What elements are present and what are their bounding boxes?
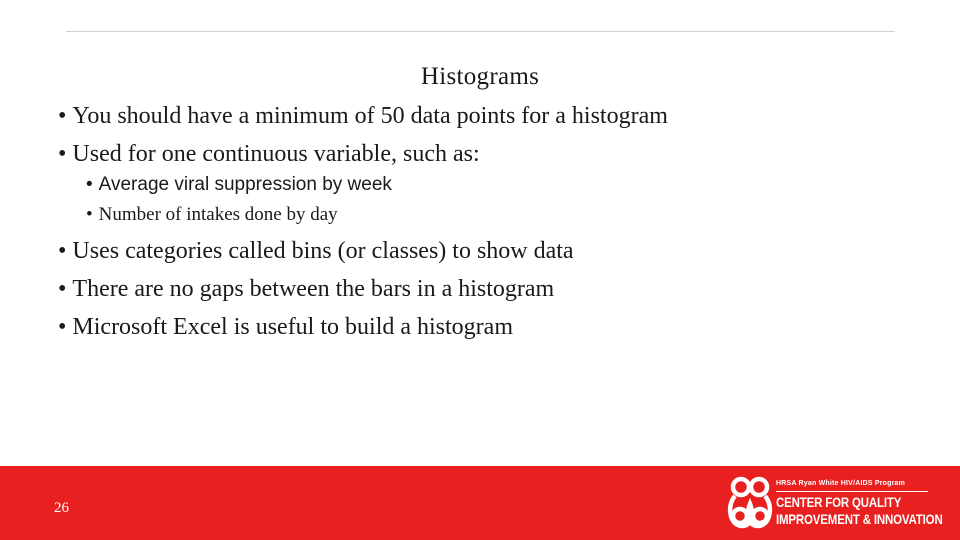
bullet-dot-icon: • — [86, 204, 93, 225]
bullet-item: • Used for one continuous variable, such as: — [58, 141, 480, 167]
bullet-item: • There are no gaps between the bars in a histogram — [58, 276, 555, 302]
slide-title: Histograms — [420, 63, 540, 90]
logo-line-2: IMPROVEMENT & INNOVATION — [776, 511, 943, 527]
bullet-item: • Uses categories called bins (or classes) to show data — [58, 238, 574, 264]
bullet-item: • You should have a minimum of 50 data points for a histogram — [58, 103, 668, 129]
bullet-dot-icon: • — [58, 314, 67, 340]
bullet-item: • Microsoft Excel is useful to build a histogram — [58, 314, 513, 340]
page-number: 26 — [54, 500, 69, 516]
bullet-dot-icon: • — [86, 174, 93, 195]
sub-bullet-item: • Average viral suppression by week — [86, 174, 392, 195]
intertwined-figures-logo-icon — [726, 474, 776, 532]
logo-program-name: HRSA Ryan White HIV/AIDS Program — [776, 480, 906, 487]
bullet-dot-icon: • — [58, 238, 67, 264]
logo-divider — [776, 491, 928, 492]
cqii-logo — [726, 474, 943, 534]
logo-line-1: CENTER FOR QUALITY — [776, 494, 902, 510]
bullet-dot-icon: • — [58, 103, 67, 129]
sub-bullet-item: • Number of intakes done by day — [86, 204, 338, 225]
bullet-dot-icon: • — [58, 141, 67, 167]
bullet-dot-icon: • — [58, 276, 67, 302]
top-divider — [66, 31, 895, 32]
